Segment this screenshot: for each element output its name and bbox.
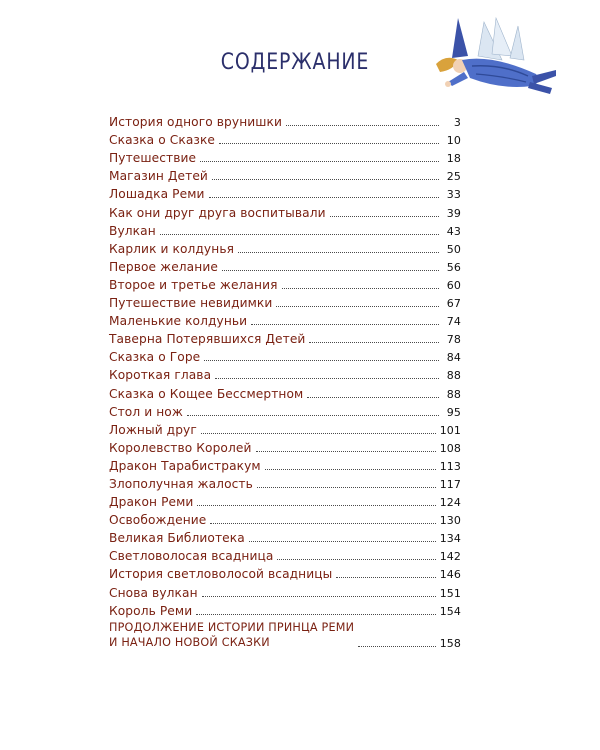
toc-entry[interactable] bbox=[109, 437, 461, 455]
toc-title: Король Реми bbox=[109, 603, 193, 618]
toc-title: Стол и нож bbox=[109, 404, 183, 419]
toc-page: 158 bbox=[439, 636, 461, 650]
toc-title: Как они друг друга воспитывали bbox=[109, 205, 326, 220]
toc-entry[interactable] bbox=[109, 581, 461, 599]
toc-entry[interactable] bbox=[109, 401, 461, 419]
dot-leader bbox=[282, 288, 439, 289]
toc-entry[interactable] bbox=[109, 256, 461, 274]
toc-entry[interactable] bbox=[109, 600, 461, 618]
toc-title: Освобождение bbox=[109, 513, 207, 528]
dot-leader bbox=[257, 487, 436, 488]
toc-title: Снова вулкан bbox=[109, 585, 198, 600]
dot-leader bbox=[307, 397, 439, 398]
toc-entry[interactable] bbox=[109, 310, 461, 328]
toc-title: Дракон Тарабистракум bbox=[109, 458, 261, 473]
toc-entry[interactable] bbox=[109, 473, 461, 491]
toc-page: 60 bbox=[446, 278, 461, 292]
dot-leader bbox=[286, 125, 439, 126]
toc-entry[interactable] bbox=[109, 147, 461, 165]
toc-page: 113 bbox=[439, 459, 461, 473]
toc-entry[interactable] bbox=[109, 292, 461, 310]
toc-title: Путешествие bbox=[109, 151, 197, 166]
toc-page: 10 bbox=[446, 134, 461, 148]
toc-entry[interactable] bbox=[109, 274, 461, 292]
dot-leader bbox=[187, 415, 439, 416]
toc-entry[interactable] bbox=[109, 527, 461, 545]
toc-page: 117 bbox=[439, 477, 461, 491]
toc-entry[interactable] bbox=[109, 220, 461, 238]
toc-title: Королевство Королей bbox=[109, 440, 252, 455]
toc-entry[interactable] bbox=[109, 545, 461, 563]
toc-title: Ложный друг bbox=[109, 422, 197, 437]
flying-fairy-illustration bbox=[432, 16, 560, 106]
toc-title: Лошадка Реми bbox=[109, 187, 205, 202]
toc-title: Короткая глава bbox=[109, 368, 212, 383]
toc-entry[interactable] bbox=[109, 563, 461, 581]
toc-title: Сказка о Кощее Бессмертном bbox=[109, 386, 304, 401]
table-of-contents bbox=[109, 111, 461, 650]
dot-leader bbox=[215, 378, 439, 379]
dot-leader bbox=[209, 197, 439, 198]
toc-page: 130 bbox=[439, 514, 461, 528]
toc-title: История одного врунишки bbox=[109, 115, 283, 130]
toc-title: Таверна Потерявшихся Детей bbox=[109, 332, 306, 347]
toc-page: 43 bbox=[446, 224, 461, 238]
dot-leader bbox=[200, 161, 439, 162]
toc-title-line2: И НАЧАЛО НОВОЙ СКАЗКИ bbox=[109, 635, 270, 649]
toc-page: 154 bbox=[439, 604, 461, 618]
toc-title: Вулкан bbox=[109, 223, 156, 238]
dot-leader bbox=[358, 646, 436, 647]
toc-entry[interactable] bbox=[109, 419, 461, 437]
toc-entry[interactable] bbox=[109, 455, 461, 473]
dot-leader bbox=[222, 270, 439, 271]
toc-entry[interactable] bbox=[109, 328, 461, 346]
toc-page: 88 bbox=[446, 387, 461, 401]
toc-entry[interactable] bbox=[109, 183, 461, 201]
toc-page: 101 bbox=[439, 423, 461, 437]
toc-page: 88 bbox=[446, 369, 461, 383]
toc-page: 18 bbox=[446, 152, 461, 166]
toc-entry[interactable] bbox=[109, 129, 461, 147]
toc-entry[interactable] bbox=[109, 238, 461, 256]
dot-leader bbox=[212, 179, 439, 180]
toc-title: Сказка о Горе bbox=[109, 350, 201, 365]
toc-page: 108 bbox=[439, 441, 461, 455]
dot-leader bbox=[160, 234, 439, 235]
toc-title: Магазин Детей bbox=[109, 169, 208, 184]
toc-page: 78 bbox=[446, 333, 461, 347]
dot-leader bbox=[251, 324, 439, 325]
dot-leader bbox=[330, 216, 439, 217]
dot-leader bbox=[210, 523, 435, 524]
toc-page: 146 bbox=[439, 568, 461, 582]
toc-page: 39 bbox=[446, 206, 461, 220]
toc-title: Карлик и колдунья bbox=[109, 241, 235, 256]
dot-leader bbox=[204, 360, 439, 361]
toc-page: 25 bbox=[446, 170, 461, 184]
toc-entry[interactable] bbox=[109, 509, 461, 527]
toc-title-line1: ПРОДОЛЖЕНИЕ ИСТОРИИ ПРИНЦА РЕМИ bbox=[109, 620, 355, 634]
toc-page: 56 bbox=[446, 260, 461, 274]
dot-leader bbox=[197, 505, 435, 506]
dot-leader bbox=[265, 469, 436, 470]
toc-title: Второе и третье желания bbox=[109, 277, 278, 292]
toc-page: 3 bbox=[453, 116, 461, 130]
toc-page: 134 bbox=[439, 532, 461, 546]
dot-leader bbox=[336, 577, 435, 578]
toc-title: Светловолосая всадница bbox=[109, 549, 274, 564]
toc-page: 67 bbox=[446, 297, 461, 311]
dot-leader bbox=[238, 252, 439, 253]
toc-title: Злополучная жалость bbox=[109, 476, 253, 491]
dot-leader bbox=[202, 596, 436, 597]
toc-entry-last[interactable] bbox=[109, 620, 461, 650]
dot-leader bbox=[276, 306, 439, 307]
dot-leader bbox=[196, 614, 435, 615]
toc-title: Дракон Реми bbox=[109, 495, 194, 510]
dot-leader bbox=[201, 433, 436, 434]
toc-title bbox=[109, 620, 354, 650]
dot-leader bbox=[277, 559, 435, 560]
toc-title: История светловолосой всадницы bbox=[109, 567, 333, 582]
toc-page: 95 bbox=[446, 405, 461, 419]
dot-leader bbox=[219, 143, 439, 144]
toc-title: Путешествие невидимки bbox=[109, 296, 273, 311]
toc-page: 124 bbox=[439, 496, 461, 510]
dot-leader bbox=[256, 451, 436, 452]
toc-title: Маленькие колдуньи bbox=[109, 314, 248, 329]
toc-entry[interactable] bbox=[109, 165, 461, 183]
dot-leader bbox=[309, 342, 439, 343]
toc-page: 74 bbox=[446, 315, 461, 329]
toc-entry[interactable] bbox=[109, 201, 461, 219]
toc-page: 50 bbox=[446, 242, 461, 256]
toc-page: 142 bbox=[439, 550, 461, 564]
toc-title: Первое желание bbox=[109, 259, 218, 274]
toc-title: Сказка о Сказке bbox=[109, 133, 216, 148]
toc-entry[interactable] bbox=[109, 364, 461, 382]
toc-page: 33 bbox=[446, 188, 461, 202]
toc-page: 151 bbox=[439, 586, 461, 600]
toc-entry[interactable] bbox=[109, 382, 461, 400]
toc-page: 84 bbox=[446, 351, 461, 365]
page-title: СОДЕРЖАНИЕ bbox=[220, 50, 370, 75]
toc-entry[interactable] bbox=[109, 491, 461, 509]
toc-title: Великая Библиотека bbox=[109, 531, 245, 546]
toc-entry[interactable] bbox=[109, 111, 461, 129]
toc-entry[interactable] bbox=[109, 346, 461, 364]
dot-leader bbox=[249, 541, 436, 542]
